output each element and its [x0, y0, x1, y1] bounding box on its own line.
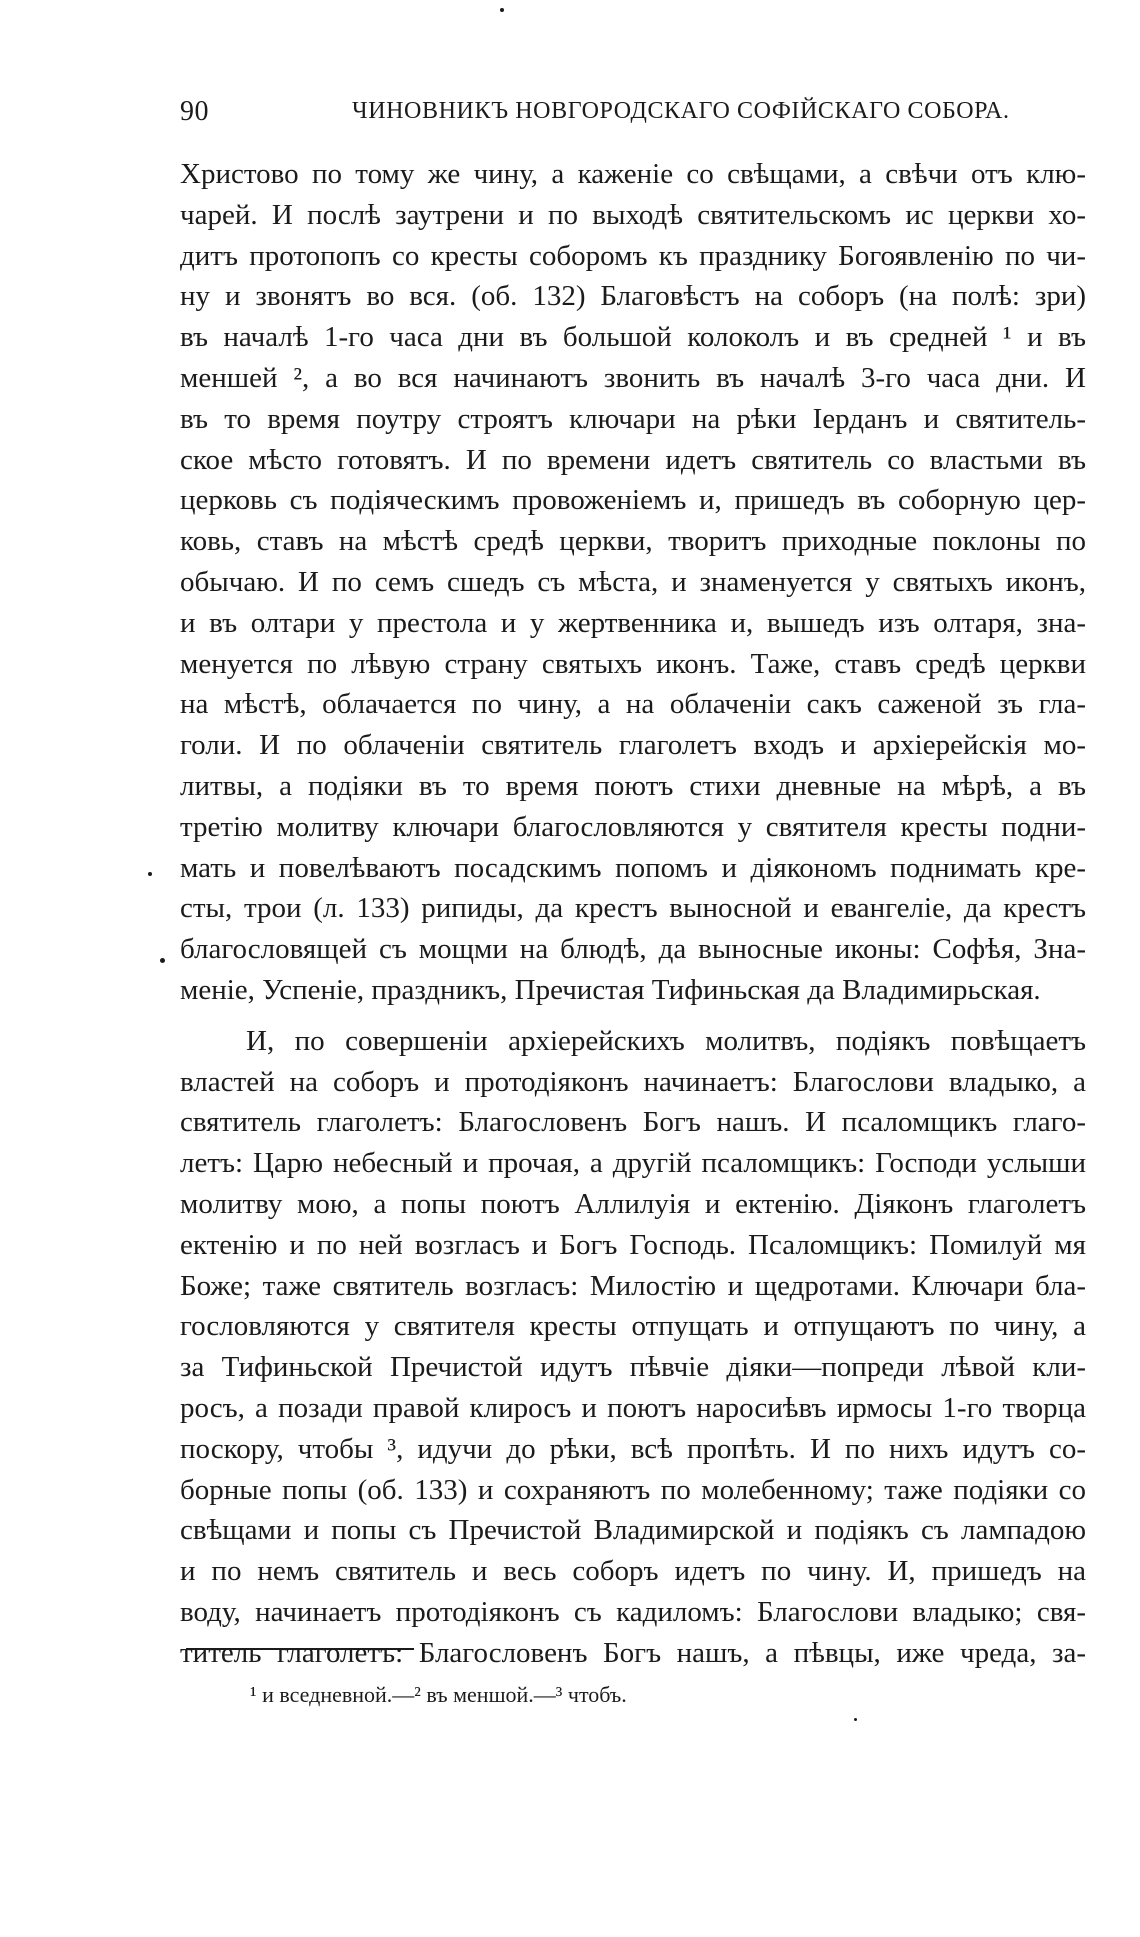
print-speck: [148, 872, 152, 876]
text-line: меніе, Успеніе, праздникъ, Пречистая Тифиньская да Владимирьская.: [180, 973, 1041, 1006]
text-line: третію молитву ключари благословляются у святителя кресты подни-: [180, 810, 1086, 843]
text-line: ну и звонятъ во вся. (об. 132) Благовѣстъ на соборъ (на полѣ: зри): [180, 280, 1086, 313]
page-header: [180, 96, 1080, 136]
text-line: Христово по тому же чину, а каженіе со свѣщами, а свѣчи отъ клю-: [180, 158, 1086, 190]
text-line: за Тифиньской Пречистой идутъ пѣвчіе діяки—попреди лѣвой кли-: [180, 1351, 1086, 1384]
text-line: и въ олтари у престола и у жертвенника и, вышедъ изъ олтаря, зна-: [180, 606, 1086, 639]
text-line: гословляются у святителя кресты отпущать и отпущаютъ по чину, а: [180, 1310, 1086, 1343]
text-line: дитъ протопопъ со кресты соборомъ къ празднику Богоявленію по чи-: [180, 239, 1086, 272]
page-number: 90: [180, 96, 209, 127]
text-line: борные попы (об. 133) и сохраняютъ по молебенному; таже подіяки со: [180, 1473, 1086, 1506]
text-line: въ началѣ 1-го часа дни въ большой колоколъ и въ средней ¹ и въ: [180, 321, 1086, 354]
text-line: и по немъ святитель и весь соборъ идетъ по чину. И, пришедъ на: [180, 1555, 1086, 1588]
text-line: молитву мою, а попы поютъ Аллилуія и ектенію. Діяконъ глаголетъ: [180, 1187, 1086, 1220]
running-title: ЧИНОВНИКЪ НОВГОРОДСКАГО СОФІЙСКАГО СОБОРА.: [352, 98, 1010, 124]
text-line: поскору, чтобы ³, идучи до рѣки, всѣ пропѣть. И по нихъ идутъ со-: [180, 1432, 1086, 1465]
text-line: на мѣстѣ, облачается по чину, а на облаченіи сакъ саженой зъ гла-: [180, 688, 1086, 721]
text-line: въ то время поутру строятъ ключари на рѣки Іерданъ и святитель-: [180, 402, 1086, 435]
text-line: властей на соборъ и протодіяконъ начинаетъ: Благослови владыко, а: [180, 1065, 1086, 1098]
text-line: летъ: Царю небесный и прочая, а другій псаломщикъ: Господи услыши: [180, 1147, 1086, 1180]
text-line: титель глаголетъ: Благословенъ Богъ нашъ, а пѣвцы, иже чреда, за-: [180, 1636, 1086, 1669]
footnote-rule: [186, 1648, 414, 1650]
text-line: ектенію и по ней возгласъ и Богъ Господь. Псаломщикъ: Помилуй мя: [180, 1228, 1086, 1261]
text-line: Боже; таже святитель возгласъ: Милостію и щедротами. Ключари бла-: [180, 1269, 1086, 1302]
text-line: чарей. И послѣ заутрени и по выходѣ святительскомъ ис церкви хо-: [180, 198, 1086, 231]
text-line: воду, начинаетъ протодіяконъ съ кадиломъ: Благослови владыко; свя-: [180, 1595, 1086, 1628]
paragraph-1: [180, 154, 1086, 1011]
text-line: росъ, а позади правой клиросъ и поютъ наросиѣвъ ирмосы 1-го творца: [180, 1391, 1086, 1424]
text-line: свѣщами и попы съ Пречистой Владимирской и подіякъ съ лампадою: [180, 1514, 1086, 1547]
text-line: святитель глаголетъ: Благословенъ Богъ нашъ. И псаломщикъ глаго-: [180, 1106, 1086, 1139]
text-line: меншей ², а во вся начинаютъ звонить въ началѣ 3-го часа дни. И: [180, 361, 1086, 394]
body-text: [180, 154, 1086, 1673]
footnotes: ¹ и вседневной.—² въ меншой.—³ чтобъ.: [250, 1682, 627, 1707]
text-line: менуется по лѣвую страну святыхъ иконъ. Таже, ставъ средѣ церкви: [180, 647, 1086, 680]
text-line: ское мѣсто готовятъ. И по времени идетъ святитель со властьми въ: [180, 443, 1086, 476]
text-line: благословящей съ мощми на блюдѣ, да выносные иконы: Софѣя, Зна-: [180, 933, 1086, 966]
paragraph-gap: [180, 1011, 1086, 1021]
print-speck: [160, 958, 165, 963]
text-line: обычаю. И по семъ сшедъ съ мѣста, и знаменуется у святыхъ иконъ,: [180, 565, 1086, 598]
text-line: сты, трои (л. 133) рипиды, да крестъ выносной и евангеліе, да крестъ: [180, 892, 1086, 925]
print-speck: [500, 8, 504, 12]
text-line: ковь, ставъ на мѣстѣ средѣ церкви, творитъ приходные поклоны по: [180, 525, 1086, 558]
text-line: церковь съ подіяческимъ провоженіемъ и, пришедъ въ соборную цер-: [180, 484, 1086, 517]
text-line: мать и повелѣваютъ посадскимъ попомъ и діякономъ поднимать кре-: [180, 851, 1086, 884]
paragraph-2: [180, 1021, 1086, 1674]
print-speck: [854, 1718, 857, 1721]
text-line: голи. И по облаченіи святитель глаголетъ входъ и архіерейскія мо-: [180, 729, 1086, 762]
text-line: И, по совершеніи архіерейскихъ молитвъ, подіякъ повѣщаетъ: [246, 1024, 1086, 1057]
text-line: литвы, а подіяки въ то время поютъ стихи дневные на мѣрѣ, а въ: [180, 769, 1086, 802]
